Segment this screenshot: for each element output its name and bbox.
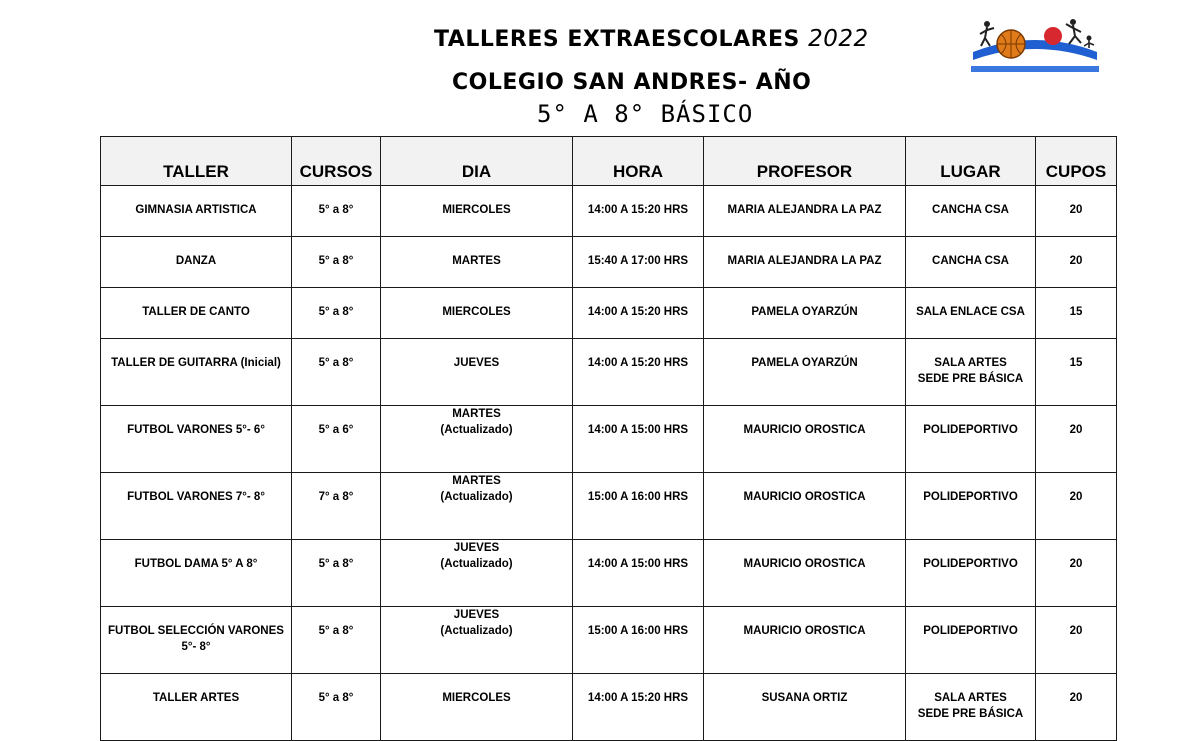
- cell-profesor: MAURICIO OROSTICA: [704, 406, 906, 473]
- cell-hora: 14:00 A 15:20 HRS: [573, 186, 704, 237]
- cell-hora: 14:00 A 15:00 HRS: [573, 406, 704, 473]
- cell-hora: 15:40 A 17:00 HRS: [573, 237, 704, 288]
- cell-cupos: 20: [1036, 473, 1117, 540]
- cell-cursos: 5° a 8°: [292, 237, 381, 288]
- cell-taller: DANZA: [101, 237, 292, 288]
- cell-cursos: 5° a 8°: [292, 339, 381, 406]
- workshops-table: [100, 136, 1117, 741]
- cell-cupos: 15: [1036, 339, 1117, 406]
- cell-lugar: POLIDEPORTIVO: [906, 607, 1036, 674]
- column-header-hora: HORA: [573, 137, 704, 186]
- table-row: [101, 237, 1117, 288]
- title-year: 2022: [808, 26, 869, 52]
- dia-note: (Actualizado): [440, 491, 513, 503]
- dia-note: (Actualizado): [440, 558, 513, 570]
- lugar-line-1: SALA ARTES: [934, 357, 1007, 369]
- cell-lugar: [906, 674, 1036, 741]
- table-header-row: [101, 137, 1117, 186]
- cell-profesor: MAURICIO OROSTICA: [704, 473, 906, 540]
- cell-taller: TALLER DE GUITARRA (Inicial): [101, 339, 292, 406]
- cell-cupos: 20: [1036, 674, 1117, 741]
- dia-line-1: JUEVES: [453, 542, 500, 554]
- table-row: [101, 406, 1117, 473]
- cell-cupos: 20: [1036, 186, 1117, 237]
- dia-line-1: MARTES: [452, 475, 501, 487]
- cell-dia: [381, 540, 573, 607]
- cell-hora: 14:00 A 15:20 HRS: [573, 339, 704, 406]
- cell-dia: [381, 406, 573, 473]
- cell-hora: 15:00 A 16:00 HRS: [573, 473, 704, 540]
- cell-taller: [101, 607, 292, 674]
- cell-cursos: 5° a 8°: [292, 288, 381, 339]
- column-header-profesor: PROFESOR: [704, 137, 906, 186]
- cell-cupos: 20: [1036, 237, 1117, 288]
- cell-dia: MIERCOLES: [381, 288, 573, 339]
- table-row: [101, 540, 1117, 607]
- cell-profesor: PAMELA OYARZÚN: [704, 288, 906, 339]
- document-title: [434, 26, 869, 53]
- dia-note: (Actualizado): [440, 625, 513, 637]
- cell-profesor: MARIA ALEJANDRA LA PAZ: [704, 186, 906, 237]
- cell-profesor: PAMELA OYARZÚN: [704, 339, 906, 406]
- dia-line-1: MARTES: [452, 408, 501, 420]
- cell-cursos: 5° a 6°: [292, 406, 381, 473]
- column-header-cursos: CURSOS: [292, 137, 381, 186]
- cell-profesor: MAURICIO OROSTICA: [704, 540, 906, 607]
- column-header-taller: TALLER: [101, 137, 292, 186]
- cell-profesor: SUSANA ORTIZ: [704, 674, 906, 741]
- table-row: [101, 339, 1117, 406]
- dia-line-1: JUEVES: [453, 609, 500, 621]
- cell-dia: JUEVES: [381, 339, 573, 406]
- cell-lugar: POLIDEPORTIVO: [906, 540, 1036, 607]
- cell-lugar: CANCHA CSA: [906, 186, 1036, 237]
- table-row: [101, 288, 1117, 339]
- cell-cursos: 5° a 8°: [292, 674, 381, 741]
- lugar-line-2: SEDE PRE BÁSICA: [917, 373, 1024, 385]
- cell-hora: 14:00 A 15:20 HRS: [573, 674, 704, 741]
- cell-lugar: SALA ENLACE CSA: [906, 288, 1036, 339]
- school-sports-logo-icon: [965, 8, 1105, 76]
- taller-line-2: 5°- 8°: [181, 641, 211, 653]
- cell-taller: FUTBOL VARONES 5°- 6°: [101, 406, 292, 473]
- table-row: [101, 186, 1117, 237]
- cell-profesor: MARIA ALEJANDRA LA PAZ: [704, 237, 906, 288]
- table-row: [101, 607, 1117, 674]
- cell-profesor: MAURICIO OROSTICA: [704, 607, 906, 674]
- cell-taller: FUTBOL DAMA 5° A 8°: [101, 540, 292, 607]
- dia-note: (Actualizado): [440, 424, 513, 436]
- cell-cupos: 20: [1036, 607, 1117, 674]
- column-header-cupos: CUPOS: [1036, 137, 1117, 186]
- cell-dia: MARTES: [381, 237, 573, 288]
- cell-cupos: 20: [1036, 540, 1117, 607]
- taller-line-1: FUTBOL SELECCIÓN VARONES: [108, 625, 284, 637]
- cell-cupos: 15: [1036, 288, 1117, 339]
- table-row: [101, 674, 1117, 741]
- column-header-dia: DIA: [381, 137, 573, 186]
- cell-hora: 15:00 A 16:00 HRS: [573, 607, 704, 674]
- cell-taller: GIMNASIA ARTISTICA: [101, 186, 292, 237]
- cell-lugar: CANCHA CSA: [906, 237, 1036, 288]
- cell-hora: 14:00 A 15:00 HRS: [573, 540, 704, 607]
- cell-dia: MIERCOLES: [381, 186, 573, 237]
- cell-taller: TALLER DE CANTO: [101, 288, 292, 339]
- cell-cursos: 5° a 8°: [292, 186, 381, 237]
- cell-cursos: 5° a 8°: [292, 540, 381, 607]
- cell-dia: [381, 607, 573, 674]
- title-main: TALLERES EXTRAESCOLARES: [434, 27, 800, 52]
- cell-taller: FUTBOL VARONES 7°- 8°: [101, 473, 292, 540]
- table-row: [101, 473, 1117, 540]
- cell-lugar: [906, 339, 1036, 406]
- lugar-line-2: SEDE PRE BÁSICA: [917, 708, 1024, 720]
- grade-level: 5° A 8° BÁSICO: [537, 100, 754, 128]
- cell-taller: TALLER ARTES: [101, 674, 292, 741]
- cell-dia: MIERCOLES: [381, 674, 573, 741]
- cell-cursos: 5° a 8°: [292, 607, 381, 674]
- column-header-lugar: LUGAR: [906, 137, 1036, 186]
- lugar-line-1: SALA ARTES: [934, 692, 1007, 704]
- cell-cursos: 7° a 8°: [292, 473, 381, 540]
- cell-lugar: POLIDEPORTIVO: [906, 473, 1036, 540]
- cell-dia: [381, 473, 573, 540]
- school-subtitle: COLEGIO SAN ANDRES- AÑO: [452, 70, 812, 95]
- cell-cupos: 20: [1036, 406, 1117, 473]
- cell-lugar: POLIDEPORTIVO: [906, 406, 1036, 473]
- cell-hora: 14:00 A 15:20 HRS: [573, 288, 704, 339]
